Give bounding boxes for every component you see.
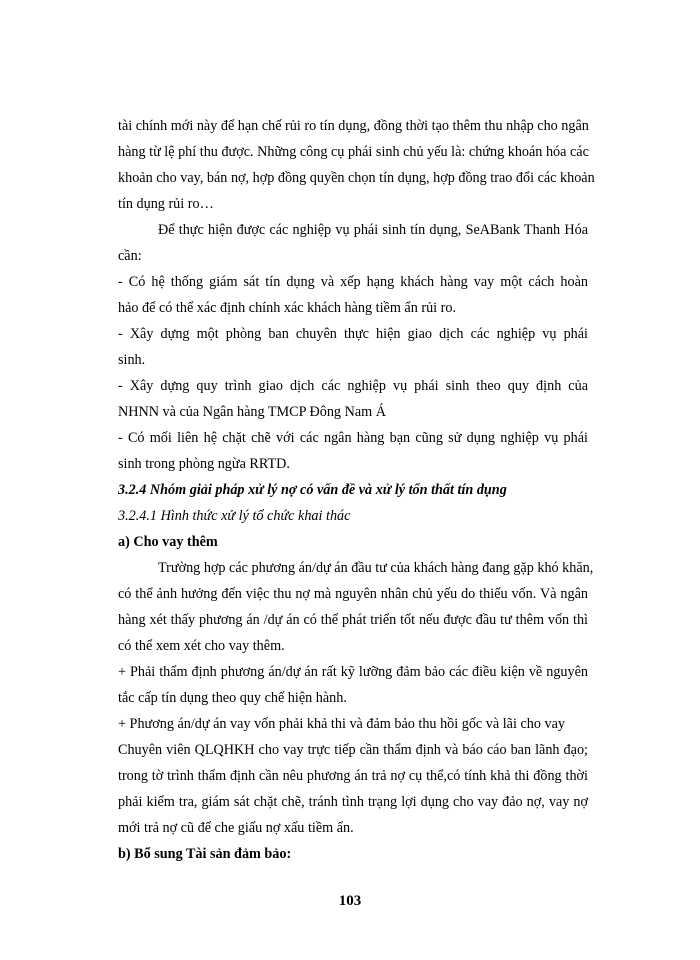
text-line: phải kiểm tra, giám sát chặt chẽ, tránh tình trạng lợi dụng cho vay đảo nợ, vay nợ <box>118 794 588 810</box>
text-line: mới trả nợ cũ để che giấu nợ xấu tiềm ẩn. <box>118 820 354 836</box>
page-number: 103 <box>338 893 362 909</box>
subheading-b: b) Bổ sung Tài sản đảm bảo: <box>118 846 292 862</box>
text-line: khoản cho vay, bán nợ, hợp đồng quyền chọn tín dụng, hợp đồng trao đổi các khoản <box>118 170 595 186</box>
text-line: tài chính mới này để hạn chế rủi ro tín dụng, đồng thời tạo thêm thu nhập cho ngân <box>118 118 589 134</box>
text-line: Trường hợp các phương án/dự án đầu tư của khách hàng đang gặp khó khăn, <box>158 560 594 576</box>
text-line: hảo để có thể xác định chính xác khách hàng tiềm ẩn rủi ro. <box>118 300 457 316</box>
text-line: Để thực hiện được các nghiệp vụ phái sinh tín dụng, SeABank Thanh Hóa <box>158 222 588 238</box>
text-line: sinh trong phòng ngừa RRTD. <box>118 456 290 472</box>
section-heading: 3.2.4 Nhóm giải pháp xử lý nợ có vấn đề và xử lý tổn thất tín dụng <box>118 482 507 498</box>
bullet-line: - Có hệ thống giám sát tín dụng và xếp hạng khách hàng vay một cách hoàn <box>118 274 588 290</box>
bullet-line: - Có mối liên hệ chặt chẽ với các ngân hàng bạn cũng sử dụng nghiệp vụ phái <box>118 430 588 446</box>
text-line: + Phải thẩm định phương án/dự án rất kỹ lưỡng đảm bảo các điều kiện về nguyên <box>118 664 588 680</box>
text-line: cần: <box>118 248 142 264</box>
text-line: có thể xem xét cho vay thêm. <box>118 638 285 654</box>
bullet-line: - Xây dựng quy trình giao dịch các nghiệp vụ phái sinh theo quy định của <box>118 378 588 394</box>
subsection-heading: 3.2.4.1 Hình thức xử lý tổ chức khai thác <box>118 508 351 524</box>
text-line: tắc cấp tín dụng theo quy chế hiện hành. <box>118 690 347 706</box>
text-line: tín dụng rủi ro… <box>118 196 214 212</box>
text-line: Chuyên viên QLQHKH cho vay trực tiếp cần thẩm định và báo cáo ban lãnh đạo; <box>118 742 588 758</box>
text-line: sinh. <box>118 352 146 368</box>
text-line: hàng từ lệ phí thu được. Những công cụ phái sinh chủ yếu là: chứng khoán hóa các <box>118 144 589 160</box>
text-line: trong tờ trình thẩm định cần nêu phương án trả nợ cụ thể,có tính khả thi đồng thời <box>118 768 588 784</box>
text-line: có thể ảnh hưởng đến việc thu nợ mà nguyên nhân chủ yếu do thiếu vốn. Và ngân <box>118 586 588 602</box>
subheading-a: a) Cho vay thêm <box>118 534 218 550</box>
bullet-line: - Xây dựng một phòng ban chuyên thực hiện giao dịch các nghiệp vụ phái <box>118 326 588 342</box>
text-line: + Phương án/dự án vay vốn phải khả thi và đảm bảo thu hồi gốc và lãi cho vay <box>118 716 565 732</box>
text-line: hàng xét thấy phương án /dự án có thể phát triển tốt nếu được đầu tư thêm vốn thì <box>118 612 588 628</box>
text-line: NHNN và của Ngân hàng TMCP Đông Nam Á <box>118 404 386 420</box>
